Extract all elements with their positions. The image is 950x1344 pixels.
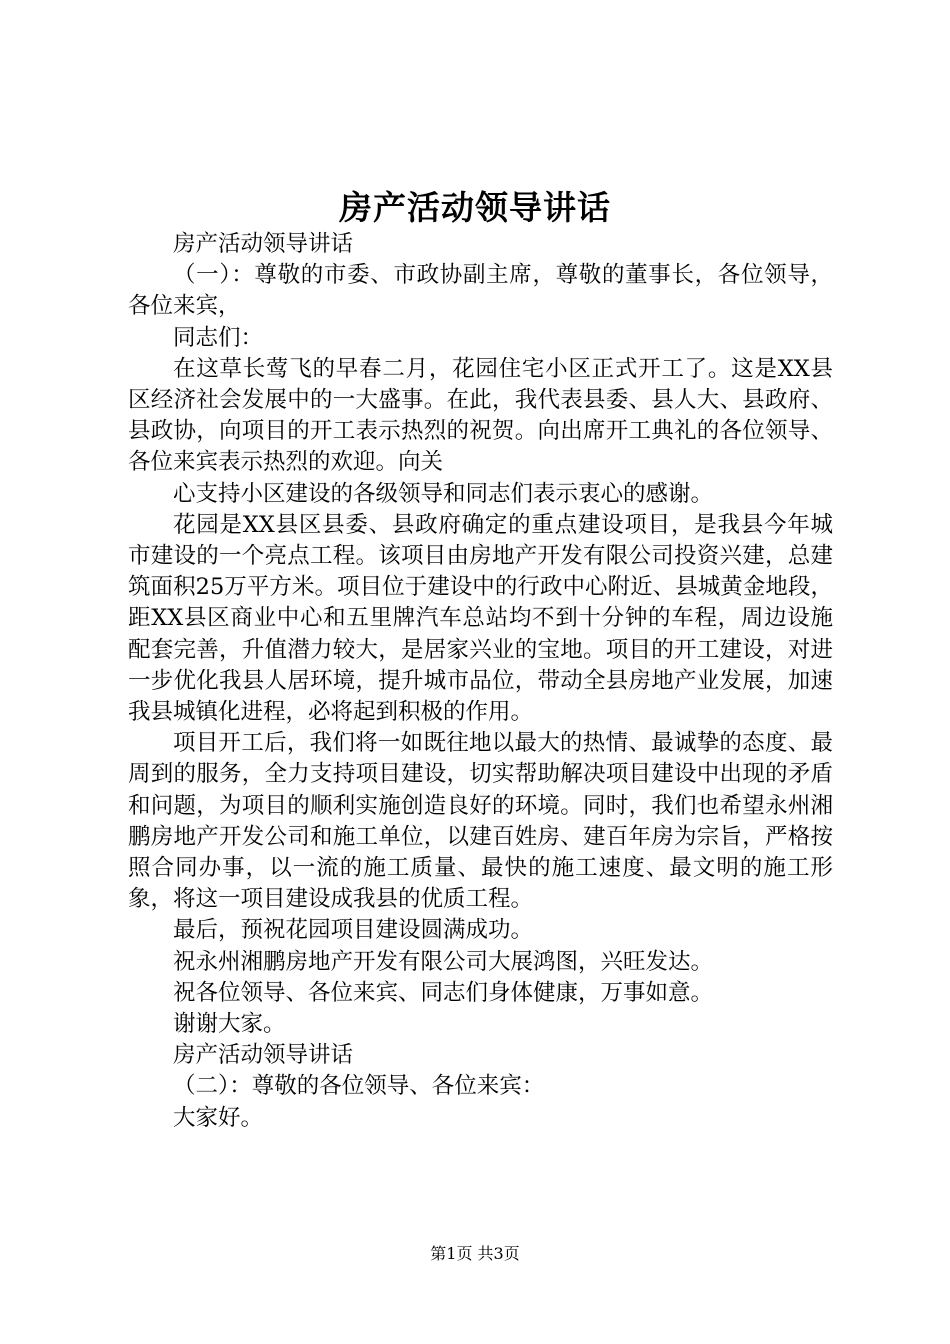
paragraph-second-title: 房产活动领导讲话 <box>173 1042 354 1069</box>
paragraph-project-intro: 花园是XX县区县委、县政府确定的重点建设项目，是我县今年城市建设的一个亮点工程。该项目由房地产开发有限公司投资兴建，总建筑面积25万平方米。项目位于建设中的行政中心附近、县城黄金地段，距XX县区商业中心和五里牌汽车总站均不到十分钟的车程，周边设施配套完善，升值潜力较大，是居家兴业的宝地。项目的开工建设，对进一步优化我县人居环境，提升城市品位，带动全县房地产业发展，加速我县城镇化进程，必将起到积极的作用。 <box>128 511 833 726</box>
paragraph-wish-company: 祝永州湘鹏房地产开发有限公司大展鸿图，兴旺发达。 <box>173 948 714 975</box>
page-number: 第1页 共3页 <box>430 1244 520 1263</box>
document-title: 房产活动领导讲话 <box>339 188 611 227</box>
paragraph-second-salutation: （二）：尊敬的各位领导、各位来宾： <box>173 1073 545 1100</box>
paragraph-opening: 在这草长莺飞的早春二月，花园住宅小区正式开工了。这是XX县区经济社会发展中的一大盛事。在此，我代表县委、县人大、县政府、县政协，向项目的开工表示热烈的祝贺。向出席开工典礼的各位领导、各位来宾表示热烈的欢迎。向关 <box>128 355 833 476</box>
paragraph-salutation: （一）：尊敬的市委、市政协副主席，尊敬的董事长，各位领导，各位来宾， <box>128 262 833 320</box>
paragraph-comrades: 同志们： <box>173 324 264 351</box>
paragraph-greeting: 大家好。 <box>173 1104 264 1131</box>
paragraph-subtitle: 房产活动领导讲话 <box>173 231 354 257</box>
paragraph-support: 项目开工后，我们将一如既往地以最大的热情、最诚挚的态度、最周到的服务，全力支持项目建设，切实帮助解决项目建设中出现的矛盾和问题，为项目的顺利实施创造良好的环境。同时，我们也希望永州湘鹏房地产开发公司和施工单位，以建百姓房、建百年房为宗旨，严格按照合同办事，以一流的施工质量、最快的施工速度、最文明的施工形象，将这一项目建设成我县的优质工程。 <box>128 730 833 913</box>
document-body <box>128 229 833 1134</box>
paragraph-thank-you: 谢谢大家。 <box>173 1011 286 1038</box>
paragraph-thanks: 心支持小区建设的各级领导和同志们表示衷心的感谢。 <box>173 480 714 507</box>
paragraph-wish-success: 最后，预祝花园项目建设圆满成功。 <box>173 917 534 944</box>
paragraph-wish-health: 祝各位领导、各位来宾、同志们身体健康，万事如意。 <box>173 979 714 1006</box>
